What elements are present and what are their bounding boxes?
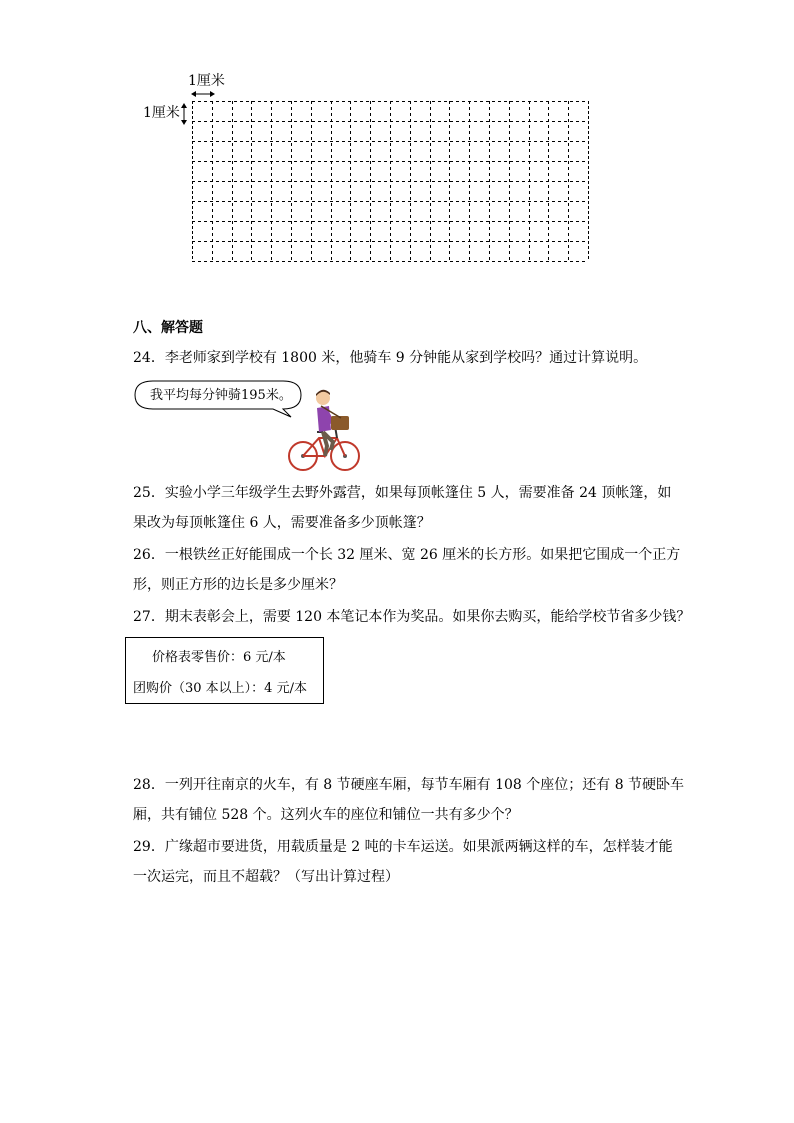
speech-bubble-text: 我平均每分钟骑195米。 (150, 388, 292, 403)
question-25 (133, 478, 673, 538)
question-line: 28．一列开往南京的火车，有 8 节硬座车厢，每节车厢有 108 个座位；还有 8 节硬卧车 (133, 777, 685, 793)
vertical-arrow-icon (180, 103, 188, 125)
unit-label-horizontal: 1厘米 (188, 73, 225, 89)
question-26 (133, 540, 681, 600)
price-retail: 价格表零售价：6 元/本 (152, 650, 286, 665)
question-line: 24．李老师家到学校有 1800 米，他骑车 9 分钟能从家到学校吗？通过计算说明。 (133, 350, 648, 366)
dotted-grid (192, 101, 588, 261)
question-24 (133, 343, 673, 373)
section-title: 八、解答题 (133, 320, 203, 336)
cyclist-illustration (287, 386, 363, 472)
horizontal-arrow-icon (191, 90, 215, 98)
price-group: 团购价（30 本以上）：4 元/本 (133, 681, 307, 696)
question-line: 29．广缘超市要进货，用载质量是 2 吨的卡车运送。如果派两辆这样的车，怎样装才能 (133, 839, 673, 855)
unit-label-vertical: 1厘米 (143, 105, 180, 121)
grid-lines (192, 101, 589, 262)
question-27 (133, 602, 691, 632)
question-29 (133, 832, 673, 892)
question-line: 一次运完，而且不超载？（写出计算过程） (133, 869, 399, 885)
question-line: 25．实验小学三年级学生去野外露营，如果每顶帐篷住 5 人，需要准备 24 顶帐篷，如 (133, 485, 672, 501)
question-28 (133, 770, 685, 830)
question-line: 厢，共有铺位 528 个。这列火车的座位和铺位一共有多少个？ (133, 807, 519, 823)
question-line: 形，则正方形的边长是多少厘米？ (133, 577, 343, 593)
question-line: 27．期末表彰会上，需要 120 本笔记本作为奖品。如果你去购买，能给学校节省多少钱？ (133, 609, 691, 625)
question-line: 果改为每顶帐篷住 6 人，需要准备多少顶帐篷？ (133, 515, 431, 531)
question-line: 26．一根铁丝正好能围成一个长 32 厘米、宽 26 厘米的长方形。如果把它围成一个正方 (133, 547, 681, 563)
